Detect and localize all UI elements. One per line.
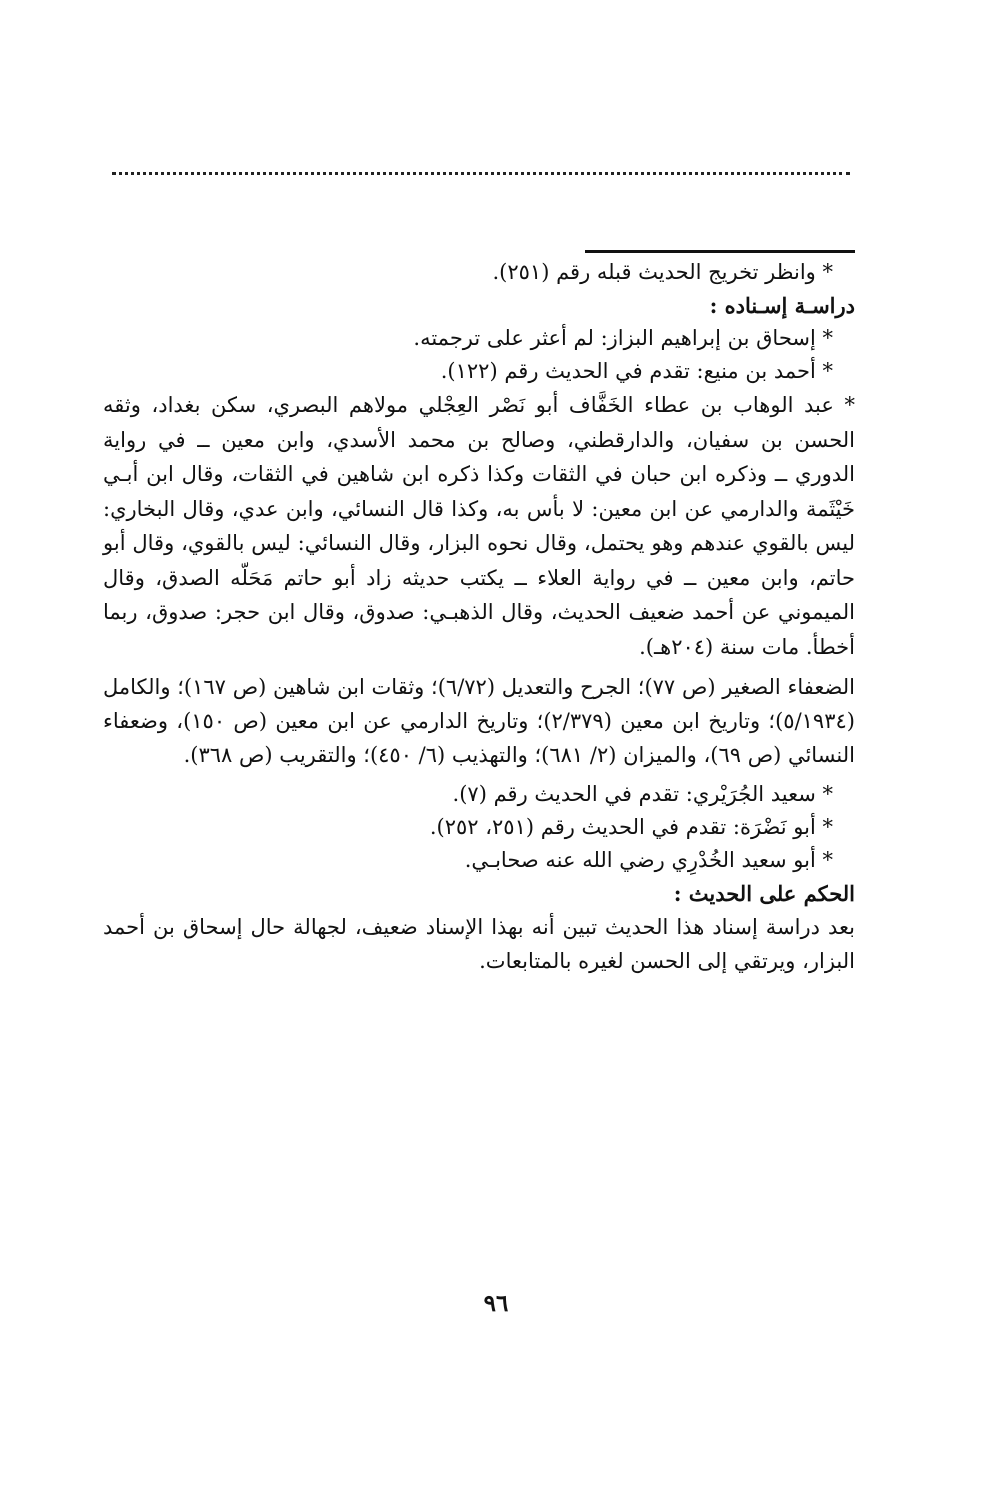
see-previous-hadith: * وانظر تخريج الحديث قبله رقم (٢٥١).	[492, 260, 833, 284]
narrator-ishaq: * إسحاق بن إبراهيم البزاز: لم أعثر على ترجمته.	[413, 326, 833, 350]
narrator-jurairi: * سعيد الجُرَيْري: تقدم في الحديث رقم (٧).	[452, 782, 833, 806]
heading-isnad-study: دراسـة إسـناده :	[709, 293, 855, 318]
narrator-abdulwahhab: * عبد الوهاب بن عطاء الخَفَّاف أبو نَصْر العِجْلي مولاهم البصري، سكن بغداد، وثقه الحسن بن سفيان، والدارقطني، وصالح بن محمد الأسدي، وابن معين ــ في رواية الدوري ــ وذكره ابن حبان في الثقات وكذا ذكره ابن شاهين في الثقات، وقال ابن أبـي خَيْثَمة والدارمي عن ابن معين: لا بأس به، وكذا قال النسائي، وابن عدي، وقال البخاري: ليس بالقوي عندهم وهو يحتمل، وقال نحوه البزار، وقال النسائي: ليس بالقوي، وقال أبو حاتم، وابن معين ــ في رواية العلاء ــ يكتب حديثه زاد أبو حاتم مَحَلّه الصدق، وقال الميموني عن أحمد ضعيف الحديث، وقال الذهبـي: صدوق، وقال ابن حجر: صدوق، ربما أخطأ. مات سنة (٢٠٤هـ).	[103, 393, 855, 659]
narrator-ahmad: * أحمد بن منيع: تقدم في الحديث رقم (١٢٢).	[440, 359, 833, 383]
page-body	[103, 256, 855, 978]
footnote-rule	[585, 250, 855, 253]
page-number: ٩٦	[483, 1290, 509, 1317]
narrator-abu-nadra: * أبو نَضْرَة: تقدم في الحديث رقم (٢٥١، ٢٥٢).	[429, 815, 833, 839]
heading-ruling: الحكم على الحديث :	[673, 881, 855, 906]
narrator-sources: الضعفاء الصغير (ص ٧٧)؛ الجرح والتعديل (٦/٧٢)؛ وثقات ابن شاهين (ص ١٦٧)؛ والكامل (٥/١٩٣٤)؛ وتاريخ ابن معين (٢/٣٧٩)؛ وتاريخ الدارمي عن ابن معين (ص ١٥٠)، وضعفاء النسائي (ص ٦٩)، والميزان (٢/ ٦٨١)؛ والتهذيب (٦/ ٤٥٠)؛ والتقريب (ص ٣٦٨).	[103, 675, 855, 767]
ruling-text: بعد دراسة إسناد هذا الحديث تبين أنه بهذا الإسناد ضعيف، لجهالة حال إسحاق بن أحمد البزار، ويرتقي إلى الحسن لغيره بالمتابعات.	[103, 915, 855, 973]
dotted-separator	[112, 172, 850, 175]
narrator-khudri: * أبو سعيد الخُدْرِي رضي الله عنه صحابـي.	[464, 848, 833, 872]
